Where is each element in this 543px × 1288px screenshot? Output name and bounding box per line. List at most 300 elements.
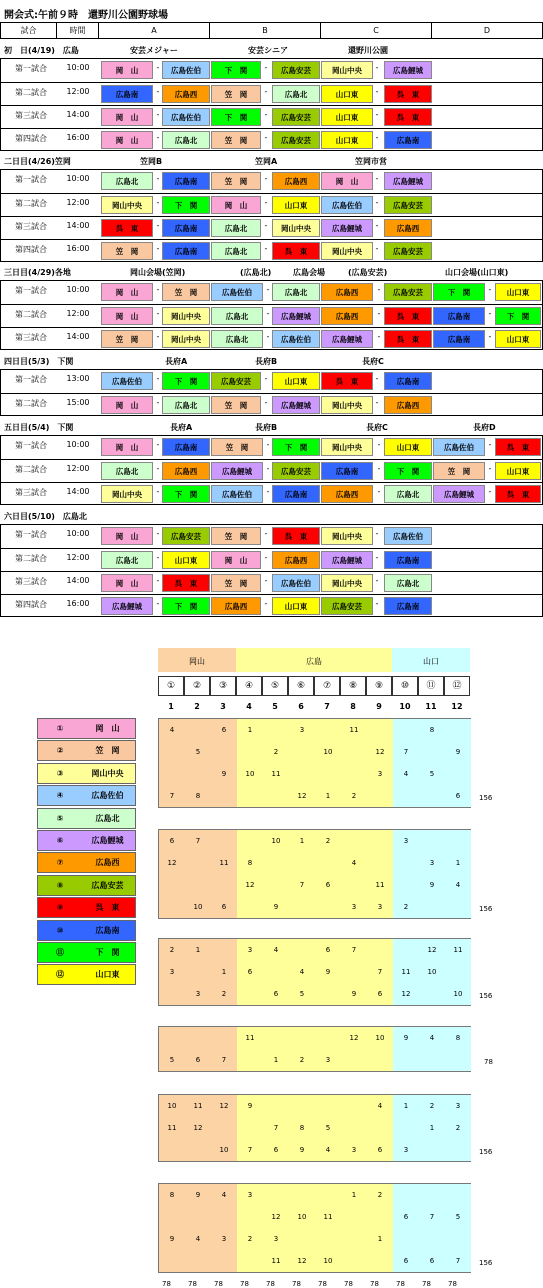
- column-number: 10: [399, 702, 411, 711]
- vs-dash: -: [264, 110, 268, 119]
- team-cell: 広島西: [384, 396, 432, 414]
- matrix-value: 8: [455, 1034, 461, 1042]
- team-cell: 山口東: [495, 330, 541, 348]
- legend-number: ②: [56, 746, 64, 756]
- vs-dash: -: [488, 332, 492, 341]
- team-cell: 山口東: [321, 85, 373, 103]
- vs-dash: -: [156, 374, 160, 383]
- game-time: 13:00: [66, 374, 90, 383]
- game-row: [1, 571, 542, 594]
- matrix-value: 1: [351, 1191, 357, 1199]
- matrix-value: 2: [351, 792, 357, 800]
- day-games: [0, 280, 543, 350]
- legend-item: [37, 920, 136, 941]
- team-cell: 笠 岡: [162, 283, 210, 301]
- team-cell: 呉 東: [384, 108, 432, 126]
- team-cell: 広島安芸: [211, 372, 261, 390]
- column-number: 1: [168, 702, 174, 711]
- header-court-b: B: [210, 23, 321, 38]
- matrix-value: 10: [271, 837, 281, 845]
- venue-label: 長府B: [255, 357, 278, 366]
- vs-dash: -: [377, 309, 381, 318]
- matrix-value: 10: [453, 990, 463, 998]
- team-cell: 岡 山: [101, 307, 153, 325]
- column-number: 7: [324, 702, 330, 711]
- matrix-value: 9: [429, 881, 435, 889]
- matrix-value: 7: [299, 881, 305, 889]
- vs-dash: -: [488, 309, 492, 318]
- block-total: 156: [479, 1259, 493, 1267]
- matrix-value: 6: [403, 1257, 409, 1265]
- game-number: 第一試合: [15, 375, 47, 384]
- matrix-value: 9: [273, 903, 279, 911]
- team-cell: 広島南: [101, 85, 153, 103]
- column-header-bar: [0, 22, 543, 39]
- game-number: 第二試合: [15, 199, 47, 208]
- team-cell: 広島安芸: [272, 108, 320, 126]
- team-cell: 広島南: [384, 372, 432, 390]
- matrix-value: 6: [273, 1146, 279, 1154]
- team-cell: 広島北: [384, 485, 432, 503]
- team-cell: 広島南: [272, 485, 320, 503]
- footer-total: 78: [318, 1280, 327, 1288]
- matrix-value: 10: [167, 1102, 177, 1110]
- block-total: 78: [484, 1058, 493, 1066]
- team-cell: 広島南: [384, 131, 432, 149]
- game-number: 第四試合: [15, 600, 47, 609]
- matrix-value: 6: [247, 968, 253, 976]
- team-cell: 広島佐伯: [162, 61, 210, 79]
- team-cell: 広島西: [272, 551, 320, 569]
- block-total: 156: [479, 992, 493, 1000]
- team-cell: 下 関: [272, 438, 320, 456]
- team-cell: 広島佐伯: [211, 283, 263, 301]
- game-row: [1, 548, 542, 571]
- game-row: [1, 105, 542, 128]
- page-title: 開会式:午前９時 還野川公園野球場: [4, 10, 168, 21]
- team-cell: 山口東: [162, 551, 210, 569]
- column-number: 3: [220, 702, 226, 711]
- team-cell: 岡山中央: [101, 485, 153, 503]
- vs-dash: -: [156, 599, 160, 608]
- vs-dash: -: [488, 285, 492, 294]
- team-cell: 広島南: [321, 462, 373, 480]
- matrix-value: 9: [299, 1146, 305, 1154]
- game-number: 第二試合: [15, 554, 47, 563]
- team-cell: 呉 東: [162, 574, 210, 592]
- game-number: 第一試合: [15, 286, 47, 295]
- game-row: [1, 59, 542, 81]
- vs-dash: -: [156, 398, 160, 407]
- vs-dash: -: [156, 487, 160, 496]
- matrix-value: 9: [351, 990, 357, 998]
- team-cell: 岡 山: [101, 438, 153, 456]
- game-row: [1, 281, 542, 303]
- legend-item: [37, 785, 136, 806]
- matrix-value: 10: [323, 748, 333, 756]
- vs-dash: -: [375, 599, 379, 608]
- vs-dash: -: [156, 133, 160, 142]
- matrix-value: 3: [351, 903, 357, 911]
- matrix-value: 12: [427, 946, 437, 954]
- matrix-value: 1: [455, 859, 461, 867]
- team-cell: 広島西: [162, 85, 210, 103]
- vs-dash: -: [264, 398, 268, 407]
- team-cell: 岡山中央: [321, 438, 373, 456]
- vs-dash: -: [488, 464, 492, 473]
- matrix-value: 6: [169, 837, 175, 845]
- matrix-value: 1: [429, 1124, 435, 1132]
- team-cell: 岡山中央: [321, 574, 373, 592]
- matrix-value: 11: [323, 1213, 333, 1221]
- matrix-value: 3: [247, 1191, 253, 1199]
- matrix-value: 11: [271, 770, 281, 778]
- matrix-value: 7: [429, 1213, 435, 1221]
- legend-item: [37, 964, 136, 985]
- vs-dash: -: [156, 529, 160, 538]
- game-number: 第三試合: [15, 488, 47, 497]
- matrix-value: 2: [325, 837, 331, 845]
- vs-dash: -: [156, 285, 160, 294]
- footer-total: 78: [162, 1280, 171, 1288]
- team-cell: 広島佐伯: [101, 372, 153, 390]
- vs-dash: -: [156, 63, 160, 72]
- legend-number: ③: [56, 768, 64, 778]
- column-number: 6: [298, 702, 304, 711]
- matrix-value: 5: [195, 748, 201, 756]
- team-cell: 広島北: [101, 172, 153, 190]
- team-cell: 広島北: [211, 219, 261, 237]
- matrix-value: 9: [169, 1235, 175, 1243]
- team-cell: 岡山中央: [162, 330, 210, 348]
- game-time: 14:00: [66, 487, 90, 496]
- legend-team: 下 関: [95, 948, 120, 957]
- header-match: 試合: [1, 23, 57, 38]
- team-cell: 広島北: [272, 283, 320, 301]
- matrix-block: [158, 1094, 471, 1162]
- game-time: 10:00: [66, 529, 90, 538]
- team-cell: 広島北: [162, 131, 210, 149]
- game-number: 第二試合: [15, 88, 47, 97]
- legend-number: ⑨: [56, 903, 64, 913]
- team-cell: 広島北: [211, 330, 263, 348]
- vs-dash: -: [264, 87, 268, 96]
- matrix-value: 5: [169, 1056, 175, 1064]
- matrix-value: 3: [351, 1146, 357, 1154]
- venue-label: 長府A: [170, 423, 193, 432]
- matrix-value: 8: [195, 792, 201, 800]
- team-cell: 岡 山: [101, 108, 153, 126]
- legend-team: 広島南: [95, 925, 120, 935]
- matrix-value: 2: [377, 1191, 383, 1199]
- game-row: [1, 370, 542, 392]
- team-cell: 広島鯉城: [384, 61, 432, 79]
- matrix-value: 4: [169, 726, 175, 734]
- day-games: [0, 58, 543, 151]
- vs-dash: -: [266, 440, 270, 449]
- venue-label: 長府D: [473, 423, 496, 432]
- team-cell: 広島佐伯: [272, 330, 320, 348]
- team-cell: 広島北: [101, 551, 153, 569]
- game-time: 10:00: [66, 440, 90, 449]
- matrix-value: 7: [351, 946, 357, 954]
- game-row: [1, 327, 542, 350]
- matrix-value: 11: [167, 1124, 177, 1132]
- team-cell: 下 関: [211, 61, 261, 79]
- matrix-value: 10: [193, 903, 203, 911]
- team-cell: 広島安芸: [321, 597, 373, 615]
- matrix-block: [158, 1183, 471, 1273]
- matrix-value: 5: [455, 1213, 461, 1221]
- legend-team: 広島北: [95, 813, 120, 823]
- team-cell: 広島北: [211, 242, 261, 260]
- matrix-value: 7: [377, 968, 383, 976]
- matrix-value: 12: [349, 1034, 359, 1042]
- matrix-value: 3: [325, 1056, 331, 1064]
- team-cell: 下 関: [162, 196, 210, 214]
- vs-dash: -: [264, 174, 268, 183]
- team-cell: 下 関: [162, 372, 210, 390]
- team-cell: 笠 岡: [101, 242, 153, 260]
- game-row: [1, 239, 542, 262]
- matrix-value: 12: [245, 881, 255, 889]
- circled-number: ⑧: [340, 676, 366, 696]
- matrix-value: 3: [429, 859, 435, 867]
- team-cell: 山口東: [384, 438, 432, 456]
- game-time: 14:00: [66, 576, 90, 585]
- team-cell: 広島佐伯: [384, 527, 432, 545]
- team-cell: 広島佐伯: [272, 574, 320, 592]
- column-number: 5: [272, 702, 278, 711]
- matrix-value: 11: [271, 1257, 281, 1265]
- vs-dash: -: [377, 440, 381, 449]
- team-cell: 広島鯉城: [321, 551, 373, 569]
- legend-number: ④: [56, 791, 64, 801]
- matrix-value: 7: [221, 1056, 227, 1064]
- matrix-value: 12: [297, 792, 307, 800]
- team-cell: 下 関: [211, 108, 261, 126]
- team-cell: 下 関: [384, 462, 432, 480]
- legend-item: [37, 718, 136, 739]
- team-cell: 岡 山: [101, 61, 153, 79]
- legend-number: ⑪: [56, 948, 64, 957]
- game-number: 第四試合: [15, 245, 47, 254]
- matrix-block: [158, 829, 471, 919]
- circled-number: ④: [236, 676, 262, 696]
- matrix-block: [158, 718, 471, 808]
- circled-number: ②: [184, 676, 210, 696]
- game-time: 10:00: [66, 174, 90, 183]
- team-cell: 呉 東: [272, 242, 320, 260]
- team-cell: 広島鯉城: [321, 219, 373, 237]
- game-time: 12:00: [66, 553, 90, 562]
- day-header: 五日目(5/4) 下関: [4, 423, 74, 432]
- team-cell: 広島安芸: [272, 131, 320, 149]
- vs-dash: -: [375, 553, 379, 562]
- legend-team: 山口東: [95, 970, 120, 980]
- game-number: 第三試合: [15, 111, 47, 120]
- matrix-value: 12: [297, 1257, 307, 1265]
- matrix-value: 4: [403, 770, 409, 778]
- vs-dash: -: [375, 529, 379, 538]
- matrix-value: 6: [377, 990, 383, 998]
- team-cell: 呉 東: [495, 438, 541, 456]
- game-time: 10:00: [66, 285, 90, 294]
- matrix-value: 5: [299, 990, 305, 998]
- game-time: 15:00: [66, 398, 90, 407]
- matrix-value: 2: [273, 748, 279, 756]
- matrix-value: 1: [299, 837, 305, 845]
- team-cell: 岡 山: [101, 574, 153, 592]
- game-row: [1, 82, 542, 105]
- team-cell: 呉 東: [384, 85, 432, 103]
- venue-label: 広島会場: [293, 268, 325, 277]
- venue-label: 笠岡A: [255, 157, 278, 166]
- matrix-value: 1: [247, 726, 253, 734]
- vs-dash: -: [156, 244, 160, 253]
- team-cell: 広島南: [433, 330, 485, 348]
- game-number: 第三試合: [15, 333, 47, 342]
- circled-number: ⑦: [314, 676, 340, 696]
- matrix-value: 1: [377, 1235, 383, 1243]
- matrix-value: 9: [403, 1034, 409, 1042]
- team-cell: 山口東: [272, 196, 320, 214]
- vs-dash: -: [377, 487, 381, 496]
- team-cell: 広島西: [162, 462, 210, 480]
- vs-dash: -: [375, 87, 379, 96]
- team-cell: 岡山中央: [321, 396, 373, 414]
- vs-dash: -: [375, 110, 379, 119]
- matrix-value: 9: [221, 770, 227, 778]
- matrix-value: 11: [375, 881, 385, 889]
- team-cell: 広島佐伯: [321, 196, 373, 214]
- footer-total: 78: [448, 1280, 457, 1288]
- venue-label: 笠岡B: [140, 157, 163, 166]
- matrix-value: 5: [325, 1124, 331, 1132]
- vs-dash: -: [377, 285, 381, 294]
- team-cell: 広島鯉城: [101, 597, 153, 615]
- matrix-value: 6: [221, 726, 227, 734]
- matrix-value: 10: [375, 1034, 385, 1042]
- matrix-value: 4: [351, 859, 357, 867]
- column-number: 12: [451, 702, 463, 711]
- matrix-value: 8: [169, 1191, 175, 1199]
- team-cell: 広島南: [162, 242, 210, 260]
- venue-label: (広島安芸): [348, 268, 388, 277]
- header-time: 時間: [57, 23, 99, 38]
- circled-number: ⑥: [288, 676, 314, 696]
- team-cell: 笠 岡: [211, 131, 261, 149]
- team-cell: 呉 東: [272, 527, 320, 545]
- day-games: [0, 435, 543, 505]
- matrix-value: 3: [403, 1146, 409, 1154]
- team-cell: 下 関: [433, 283, 485, 301]
- game-row: [1, 170, 542, 192]
- matrix-value: 4: [429, 1034, 435, 1042]
- game-row: [1, 459, 542, 482]
- day-header: 三日目(4/29)各地: [4, 268, 71, 277]
- team-cell: 広島西: [321, 485, 373, 503]
- matrix-value: 12: [219, 1102, 229, 1110]
- game-time: 14:00: [66, 221, 90, 230]
- block-total: 156: [479, 1148, 493, 1156]
- matrix-value: 3: [195, 990, 201, 998]
- matrix-value: 6: [195, 1056, 201, 1064]
- legend-number: ⑤: [56, 813, 64, 823]
- game-number: 第四試合: [15, 134, 47, 143]
- vs-dash: -: [156, 576, 160, 585]
- vs-dash: -: [375, 174, 379, 183]
- game-row: [1, 525, 542, 547]
- vs-dash: -: [156, 110, 160, 119]
- team-cell: 広島南: [162, 438, 210, 456]
- team-cell: 岡 山: [101, 527, 153, 545]
- region-header: 山口: [392, 648, 470, 672]
- vs-dash: -: [264, 244, 268, 253]
- matrix-value: 12: [271, 1213, 281, 1221]
- team-cell: 広島安芸: [272, 61, 320, 79]
- venue-label: 長府C: [362, 357, 384, 366]
- matrix-value: 8: [299, 1124, 305, 1132]
- vs-dash: -: [156, 440, 160, 449]
- matrix-value: 7: [169, 792, 175, 800]
- legend-item: [37, 830, 136, 851]
- circled-number: ①: [158, 676, 184, 696]
- matrix-value: 6: [455, 792, 461, 800]
- legend-number: ⑦: [56, 858, 64, 868]
- vs-dash: -: [375, 244, 379, 253]
- matrix-value: 2: [169, 946, 175, 954]
- matrix-value: 6: [325, 881, 331, 889]
- vs-dash: -: [266, 487, 270, 496]
- legend-team: 笠 岡: [95, 746, 120, 756]
- matrix-value: 6: [377, 1146, 383, 1154]
- matrix-value: 12: [401, 990, 411, 998]
- venue-label: 笠岡市営: [355, 157, 387, 166]
- legend-team: 岡 山: [95, 724, 120, 733]
- legend-team: 岡山中央: [91, 768, 124, 778]
- team-cell: 笠 岡: [101, 330, 153, 348]
- team-cell: 岡 山: [101, 283, 153, 301]
- vs-dash: -: [266, 285, 270, 294]
- matrix-value: 2: [429, 1102, 435, 1110]
- circled-number: ⑫: [444, 676, 470, 696]
- team-cell: 広島北: [211, 307, 263, 325]
- matrix-value: 10: [323, 1257, 333, 1265]
- team-cell: 広島西: [211, 597, 261, 615]
- legend-item: [37, 852, 136, 873]
- matrix-value: 11: [219, 859, 229, 867]
- team-cell: 笠 岡: [211, 85, 261, 103]
- legend-item: [37, 740, 136, 761]
- venue-label: (広島北): [240, 268, 272, 277]
- circled-number: ⑩: [392, 676, 418, 696]
- matrix-value: 4: [299, 968, 305, 976]
- legend-number: ⑧: [56, 880, 64, 890]
- team-cell: 岡山中央: [162, 307, 210, 325]
- team-cell: 呉 東: [384, 307, 432, 325]
- team-cell: 広島南: [433, 307, 485, 325]
- game-row: [1, 193, 542, 216]
- team-cell: 笠 岡: [211, 396, 261, 414]
- matrix-value: 3: [299, 726, 305, 734]
- game-number: 第二試合: [15, 399, 47, 408]
- vs-dash: -: [156, 553, 160, 562]
- team-cell: 広島北: [272, 85, 320, 103]
- column-number: 2: [194, 702, 200, 711]
- matrix-block: [158, 1026, 471, 1072]
- footer-total: 78: [344, 1280, 353, 1288]
